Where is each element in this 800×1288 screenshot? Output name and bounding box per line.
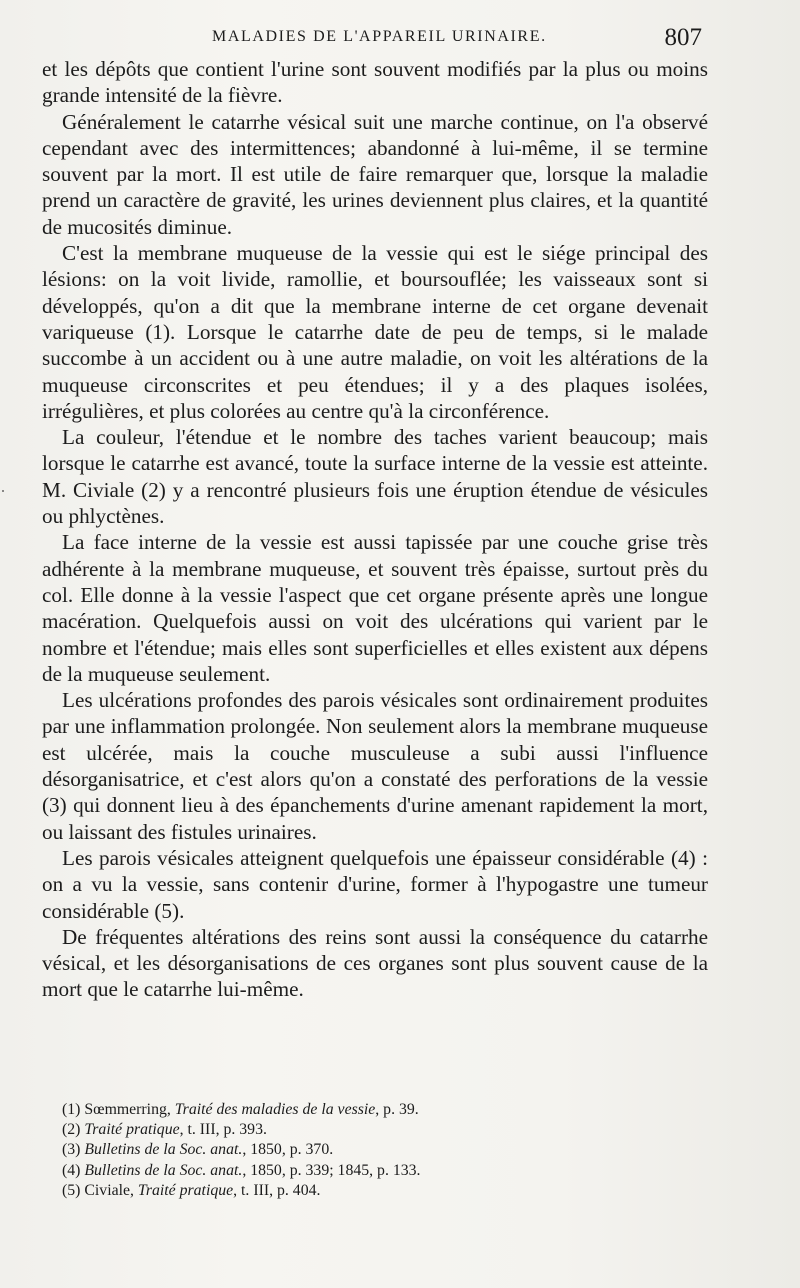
footnote-ref: , p. 39. <box>375 1101 419 1118</box>
paragraph-3: C'est la membrane muqueuse de la vessie qui est le siége principal des lésions: on la voit livide, ramollie, et boursouflée; les vaisseaux sont si développés, qu'on a dit que la membrane interne de cet organe devenait variqueuse (1). Lorsque le catarrhe date de peu de temps, si le malade succombe à un accident ou à une autre maladie, on voit les altérations de la muqueuse circonscrites et peu étendues; il y a des plaques isolées, irrégulières, et plus colorées au centre qu'à la circonférence. <box>42 241 708 423</box>
paragraph-2: Généralement le catarrhe vésical suit une marche continue, on l'a observé cependant avec des intermittences; abandonné à lui-même, il se termine souvent par la mort. Il est utile de faire remarquer que, lorsque la maladie prend un caractère de gravité, les urines deviennent plus claires, et la quantité de mucosités diminue. <box>42 109 708 239</box>
footnote-marker: (3) <box>62 1141 81 1159</box>
footnote-5 <box>62 1181 702 1201</box>
footnote-marker: (2) <box>62 1121 81 1139</box>
footnote-source: Traité pratique <box>84 1121 180 1139</box>
footnote-source: Traité des maladies de la vessie <box>174 1101 376 1118</box>
paragraph-8: De fréquentes altérations des reins sont aussi la conséquence du catarrhe vésical, et les désorganisations de ces organes sont plus souvent cause de la mort que le catarrhe lui-même. <box>42 924 708 1002</box>
running-title: MALADIES DE L'APPAREIL URINAIRE. <box>212 28 547 45</box>
footnotes <box>62 1100 702 1201</box>
paragraph-7: Les parois vésicales atteignent quelquefois une épaisseur considérable (4) : on a vu la vessie, sans contenir d'urine, former à l'hypogastre une tumeur considérable (5). <box>42 845 708 923</box>
footnote-ref: , t. III, p. 393. <box>179 1121 267 1139</box>
footnote-1 <box>62 1100 702 1120</box>
paragraph-5: La face interne de la vessie est aussi tapissée par une couche grise très adhérente à la membrane muqueuse, et souvent très épaisse, surtout près du col. Elle donne à la vessie l'aspect que cet organe présente après une longue macération. Quelquefois aussi on voit des ulcérations qui varient par le nombre et l'étendue; mais elles sont superficielles et elles existent aux dépens de la muqueuse seulement. <box>42 530 708 686</box>
footnote-ref: , 1850, p. 339; 1845, p. 133. <box>242 1161 421 1179</box>
footnote-ref: , t. III, p. 404. <box>233 1181 321 1199</box>
footnote-2 <box>62 1120 702 1140</box>
footnote-author: Sœmmerring, <box>84 1101 175 1118</box>
footnote-4 <box>62 1161 702 1181</box>
footnote-marker: (5) <box>62 1181 81 1199</box>
page-number: 807 <box>664 24 702 51</box>
footnote-author: Civiale, <box>84 1181 138 1199</box>
footnote-source: Traité pratique <box>137 1181 234 1199</box>
paper-speck <box>2 490 4 492</box>
footnote-ref: , 1850, p. 370. <box>242 1141 334 1159</box>
footnote-3 <box>62 1140 702 1160</box>
paragraph-6: Les ulcérations profondes des parois vésicales sont ordinairement produites par une inflammation prolongée. Non seulement alors la membrane muqueuse est ulcérée, mais la couche musculeuse a subi aussi l'influence désorganisatrice, et c'est alors qu'on a constaté des perforations de la vessie (3) qui donnent lieu à des épanchements d'urine amenant rapidement la mort, ou laissant des fistules urinaires. <box>42 688 708 844</box>
footnote-source: Bulletins de la Soc. anat. <box>84 1161 243 1179</box>
body-text <box>42 56 708 1003</box>
paragraph-4: La couleur, l'étendue et le nombre des taches varient beaucoup; mais lorsque le catarrhe est avancé, toute la surface interne de la vessie est atteinte. M. Civiale (2) y a rencontré plusieurs fois une éruption étendue de vésicules ou phlyctènes. <box>42 425 708 529</box>
running-head <box>42 24 702 58</box>
paragraph-1: et les dépôts que contient l'urine sont souvent modifiés par la plus ou moins grande intensité de la fièvre. <box>42 57 708 108</box>
footnote-marker: (1) <box>62 1101 81 1118</box>
footnote-source: Bulletins de la Soc. anat. <box>84 1141 243 1159</box>
footnote-marker: (4) <box>62 1161 81 1179</box>
